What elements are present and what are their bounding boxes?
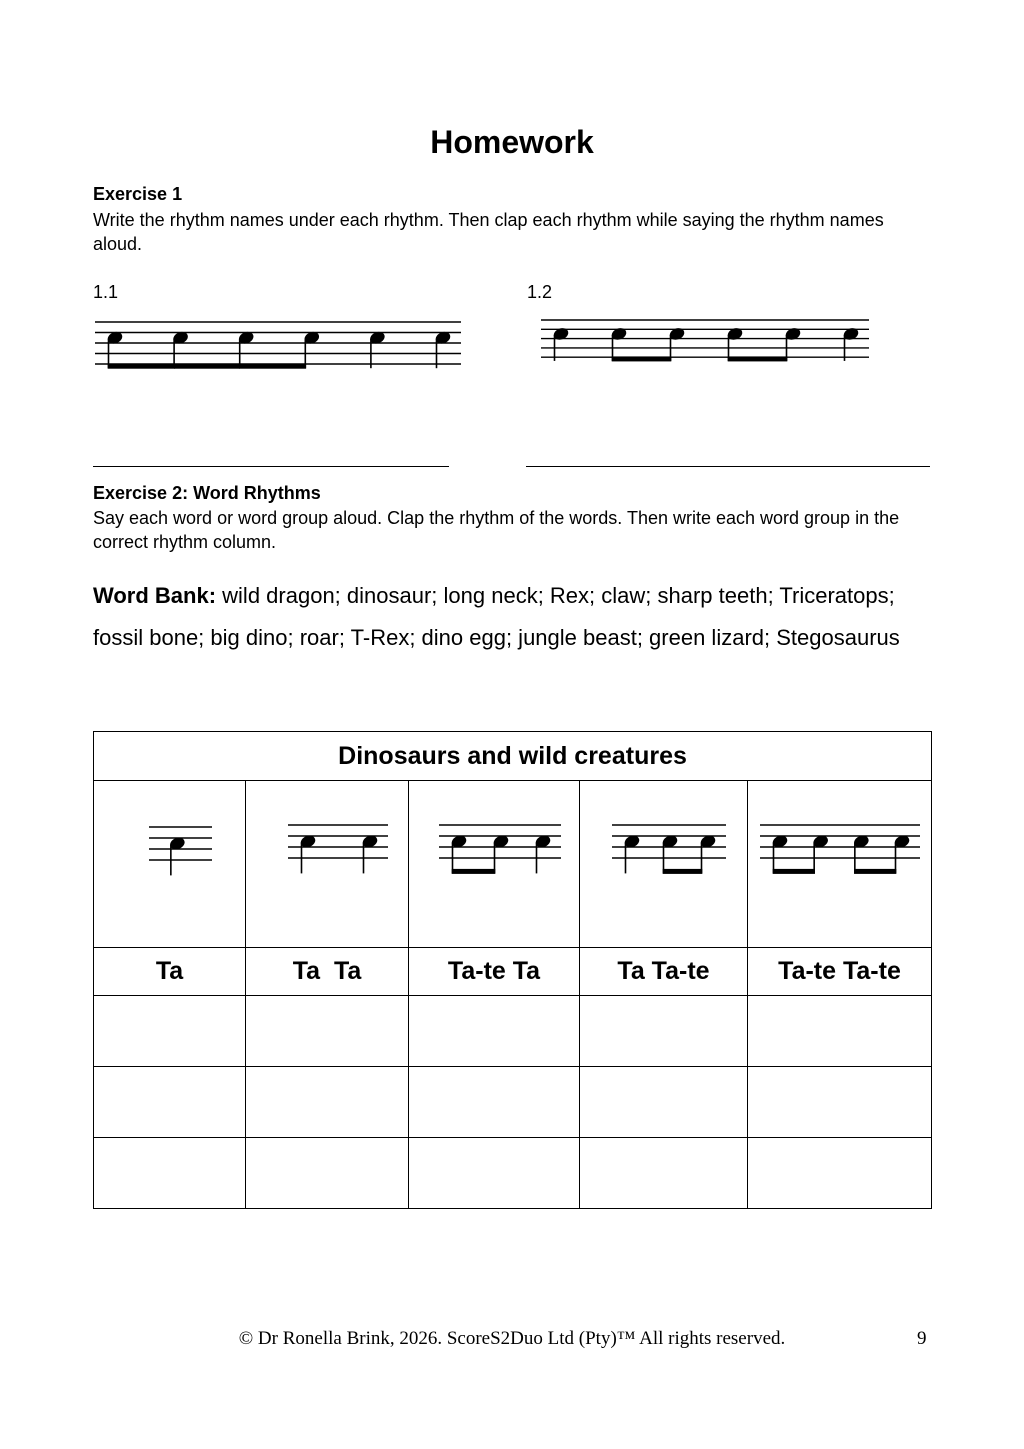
rhythm-staff-1-2 — [541, 314, 869, 376]
notation-cell-ta — [94, 781, 246, 948]
answer-cell[interactable] — [580, 1138, 748, 1209]
note-beam — [612, 356, 672, 361]
answer-cell[interactable] — [748, 996, 932, 1067]
table-notation-row — [94, 781, 932, 948]
exercise-1-item-2-number: 1.2 — [527, 282, 553, 302]
word-bank-label: Word Bank: — [93, 583, 217, 608]
column-label-ta-ta-te: Ta Ta-te — [580, 948, 748, 996]
word-bank-words: wild dragon; dinosaur; long neck; Rex; claw; sharp teeth; Triceratops; fossil bone; big dino; roar; T-Rex; dino egg; jungle beast; green lizard; Stegosaurus — [93, 583, 900, 650]
rhythm-staff-ta-te-ta — [439, 819, 561, 909]
column-label-ta-ta: Ta Ta — [246, 948, 409, 996]
exercise-1-item-1-number: 1.1 — [93, 282, 119, 302]
answer-cell[interactable] — [246, 996, 409, 1067]
note-beam — [239, 364, 306, 369]
notation-cell-ta-te-ta — [409, 781, 580, 948]
notation-cell-ta-ta — [246, 781, 409, 948]
column-label-ta-te-ta-te: Ta-te Ta-te — [748, 948, 932, 996]
answer-cell[interactable] — [748, 1138, 932, 1209]
page-number: 9 — [917, 1328, 927, 1349]
exercise-1-heading: Exercise 1 — [93, 184, 183, 204]
answer-cell[interactable] — [246, 1067, 409, 1138]
answer-cell[interactable] — [94, 996, 246, 1067]
rhythm-staff-1-1 — [95, 316, 461, 386]
table-answer-row — [94, 1138, 932, 1209]
column-label-ta-te-ta: Ta-te Ta — [409, 948, 580, 996]
notation-cell-ta-ta-te — [580, 781, 748, 948]
note-beam — [108, 364, 175, 369]
answer-cell[interactable] — [748, 1067, 932, 1138]
page-title: Homework — [430, 124, 594, 160]
table-title: Dinosaurs and wild creatures — [94, 732, 932, 781]
answer-cell[interactable] — [94, 1067, 246, 1138]
word-bank — [93, 575, 923, 659]
column-label-ta: Ta — [94, 948, 246, 996]
answer-cell[interactable] — [580, 1067, 748, 1138]
rhythm-staff-ta-te-ta-te — [760, 819, 920, 909]
rhythm-table — [93, 731, 932, 1209]
exercise-1-instructions: Write the rhythm names under each rhythm. Then clap each rhythm while saying the rhythm names aloud. — [93, 210, 884, 254]
answer-cell[interactable] — [409, 1067, 580, 1138]
answer-line-1-2[interactable] — [526, 466, 930, 467]
rhythm-staff-ta-ta-te — [612, 819, 726, 909]
note-beam — [773, 869, 815, 874]
answer-cell[interactable] — [246, 1138, 409, 1209]
note-beam — [452, 869, 496, 874]
answer-cell[interactable] — [580, 996, 748, 1067]
footer-copyright: © Dr Ronella Brink, 2026. ScoreS2Duo Ltd (Pty)™ All rights reserved. — [238, 1328, 786, 1349]
notation-cell-ta-te-ta-te — [748, 781, 932, 948]
note-beam — [663, 869, 703, 874]
note-beam — [854, 869, 896, 874]
table-answer-row — [94, 996, 932, 1067]
answer-cell[interactable] — [409, 1138, 580, 1209]
rhythm-staff-ta — [149, 821, 212, 911]
exercise-2-heading: Exercise 2: Word Rhythms — [93, 483, 321, 503]
answer-cell[interactable] — [94, 1138, 246, 1209]
rhythm-staff-ta-ta — [288, 819, 388, 909]
note-beam — [174, 364, 240, 369]
note-beam — [728, 356, 788, 361]
answer-line-1-1[interactable] — [93, 466, 449, 467]
answer-cell[interactable] — [409, 996, 580, 1067]
exercise-2-instructions: Say each word or word group aloud. Clap the rhythm of the words. Then write each word group in the correct rhythm column. — [93, 508, 900, 552]
table-answer-row — [94, 1067, 932, 1138]
table-label-row — [94, 948, 932, 996]
